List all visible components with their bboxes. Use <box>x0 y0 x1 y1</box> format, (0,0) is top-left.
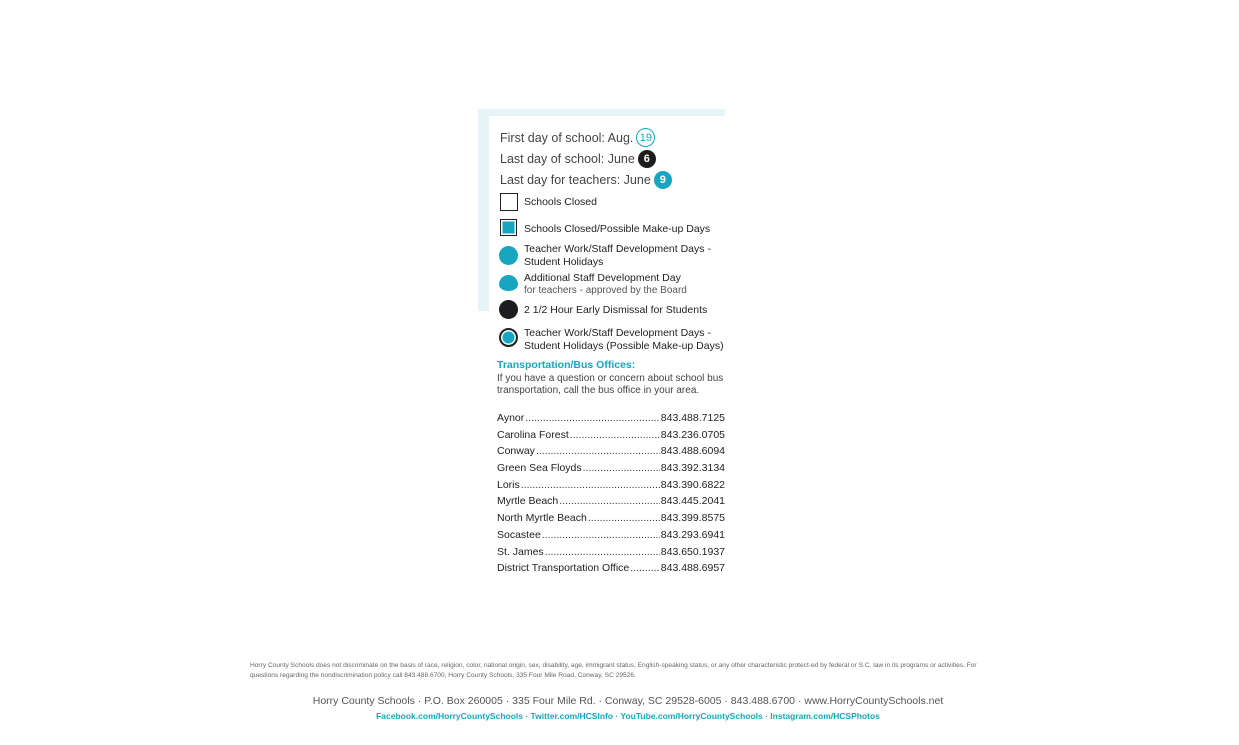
bus-office-row <box>497 562 725 579</box>
leader-dots <box>545 546 660 558</box>
leader-dots <box>542 529 660 541</box>
footer-social-links[interactable]: Facebook.com/HorryCountySchools · Twitter.com/HCSInfo · YouTube.com/HorryCountySchools · Instagram.com/HCSPhotos <box>376 711 880 721</box>
office-name: Conway <box>497 445 535 458</box>
office-name: Carolina Forest <box>497 428 569 441</box>
last-day-badge: 6 <box>638 150 656 168</box>
office-phone: 843.445.2041 <box>660 495 725 508</box>
teal-circle-icon <box>499 246 518 265</box>
first-day-badge: 19 <box>636 128 655 147</box>
last-day-label: Last day of school: June <box>500 152 635 166</box>
legend-staff-development-line2: Student Holidays <box>524 255 604 268</box>
bus-office-row <box>497 546 725 563</box>
legend-staff-development-makeup <box>524 327 724 352</box>
nondiscrimination-disclaimer: Horry County Schools does not discriminate on the basis of race, religion, color, national origin, sex, disability, age, immigrant status, English-speaking status, or any other characteristic protect-ed by federal or S.C. law in its programs or activities. For questions regarding the nondiscrimination policy call 843.488.6700, Horry County Schools, 335 Four Mile Road, Conway, SC 29526. <box>250 662 977 679</box>
legend-makeup-days: Schools Closed/Possible Make-up Days <box>524 223 711 235</box>
office-name: District Transportation Office <box>497 562 630 575</box>
office-phone: 843.392.3134 <box>660 462 725 475</box>
transportation-title: Transportation/Bus Offices: <box>497 359 636 371</box>
ringed-teal-circle-icon <box>499 328 518 347</box>
office-phone: 843.488.6094 <box>660 445 725 458</box>
teachers-last-day-label: Last day for teachers: June <box>500 173 651 187</box>
bus-office-row <box>497 495 725 512</box>
legend-additional-staff-day <box>524 272 687 297</box>
office-name: St. James <box>497 545 544 558</box>
black-circle-icon <box>499 300 518 319</box>
office-phone: 843.293.6941 <box>660 528 725 541</box>
leader-dots <box>536 445 660 457</box>
bus-office-row <box>497 462 725 479</box>
bus-office-row <box>497 429 725 446</box>
footer-address: Horry County Schools · P.O. Box 260005 · 335 Four Mile Rd. · Conway, SC 29528-6005 · 843.488.6700 · www.HorryCountySchools.net <box>312 695 944 707</box>
office-name: Loris <box>497 478 520 491</box>
bus-office-row <box>497 445 725 462</box>
office-phone: 843.399.8575 <box>660 512 725 525</box>
leader-dots <box>588 512 660 524</box>
office-phone: 843.236.0705 <box>660 428 725 441</box>
bus-office-row <box>497 479 725 496</box>
office-name: Myrtle Beach <box>497 495 559 508</box>
legend-additional-staff-day-sub: for teachers - approved by the Board <box>524 284 687 296</box>
leader-dots <box>570 429 660 441</box>
office-name: Aynor <box>497 412 525 424</box>
legend-staff-development-makeup-line1: Teacher Work/Staff Development Days - <box>524 327 711 339</box>
teachers-last-day-badge: 9 <box>654 171 672 189</box>
legend-staff-development <box>524 243 711 268</box>
empty-square-icon <box>500 193 518 211</box>
leader-dots <box>559 495 659 507</box>
office-name: Green Sea Floyds <box>497 462 582 475</box>
teachers-last-day-line <box>500 171 672 189</box>
leader-dots <box>630 562 659 574</box>
transportation-description: If you have a question or concern about school bus transportation, call the bus office in your area. <box>497 373 724 397</box>
legend-additional-staff-day-title: Additional Staff Development Day <box>524 272 681 284</box>
bus-office-row <box>497 412 725 429</box>
bus-office-row <box>497 529 725 546</box>
teal-half-circle-icon <box>499 275 518 294</box>
office-phone: 843.488.6957 <box>660 562 725 575</box>
leader-dots <box>583 462 660 474</box>
legend-schools-closed: Schools Closed <box>524 196 597 208</box>
teal-square-icon <box>500 219 517 236</box>
bus-office-row <box>497 512 725 529</box>
office-name: Socastee <box>497 528 541 541</box>
office-phone: 843.650.1937 <box>660 545 725 558</box>
leader-dots <box>525 412 660 424</box>
office-phone: 843.488.7125 <box>660 412 725 424</box>
first-day-line <box>500 128 655 147</box>
bus-office-list <box>497 412 725 579</box>
last-day-line <box>500 150 656 168</box>
office-name: North Myrtle Beach <box>497 512 587 525</box>
legend-early-dismissal: 2 1/2 Hour Early Dismissal for Students <box>524 304 708 316</box>
office-phone: 843.390.6822 <box>660 478 725 491</box>
legend-staff-development-makeup-line2: Student Holidays (Possible Make-up Days) <box>524 339 724 352</box>
first-day-label: First day of school: Aug. <box>500 130 634 145</box>
legend-staff-development-line1: Teacher Work/Staff Development Days - <box>524 243 711 255</box>
leader-dots <box>521 479 660 491</box>
